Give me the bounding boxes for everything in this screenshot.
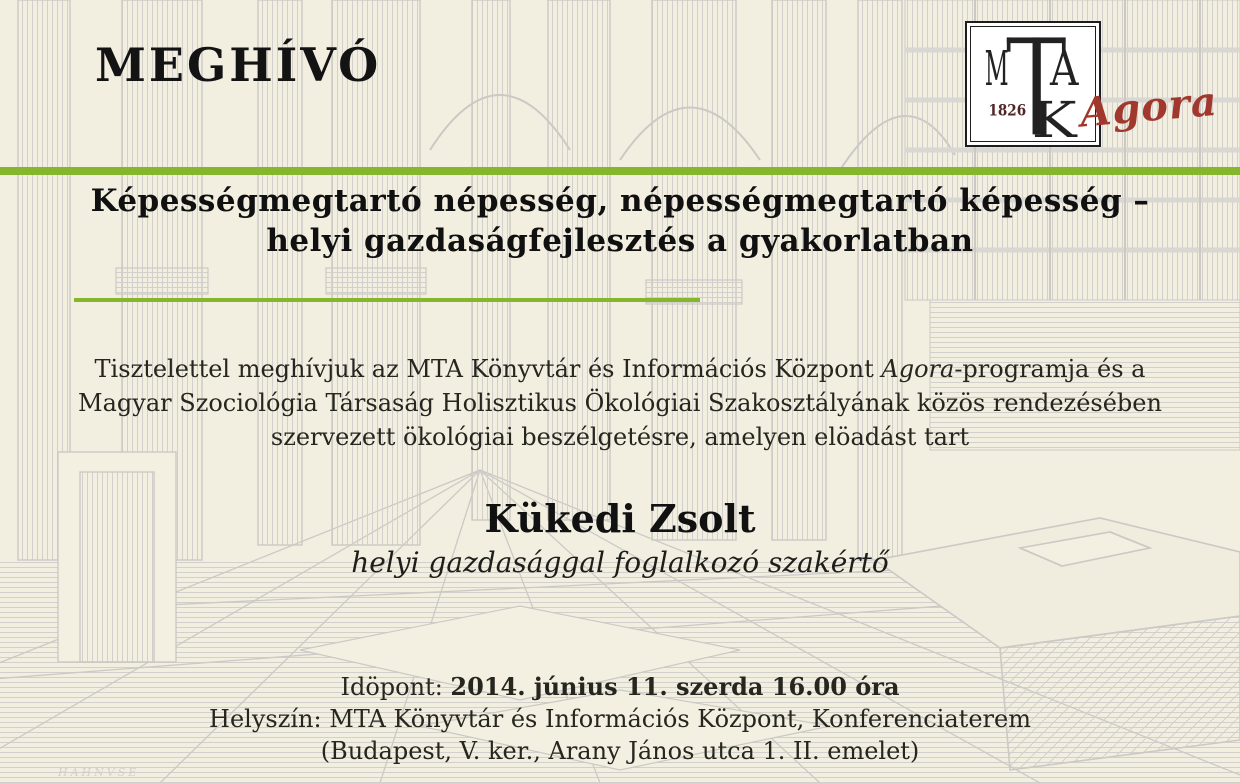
page-title: MEGHÍVÓ [95, 38, 382, 92]
detail-address: (Budapest, V. ker., Arany János utca 1. II. emelet) [320, 737, 920, 765]
logo-letter-a: A [1049, 42, 1080, 98]
event-details [0, 671, 1240, 767]
body-line1-pre: Tisztelettel meghívjuk az MTA Könyvtár és Információs Központ [94, 355, 882, 383]
detail-time [0, 671, 1240, 703]
logo-letter-k: K [1031, 92, 1079, 141]
speaker-name: Kükedi Zsolt [484, 496, 756, 541]
body-line1-post: -programja és a [954, 355, 1146, 383]
engraving-caption: HAHNVSE [58, 766, 140, 779]
mtak-logo-icon [971, 27, 1095, 141]
body-line3: szervezett ökológiai beszélgetésre, amelyen elöadást tart [270, 423, 970, 451]
event-title-line1: Képességmegtartó népesség, népességmegtartó képesség – [90, 183, 1150, 219]
agora-logo-script: Agora [1078, 77, 1220, 137]
detail-time-label: Idöpont: [340, 673, 451, 701]
mtak-logo-frame [970, 26, 1096, 142]
body-line1-agora: Agora [881, 355, 955, 383]
detail-venue: Helyszín: MTA Könyvtár és Információs Központ, Konferenciaterem [209, 705, 1031, 733]
body-line1 [0, 352, 1240, 386]
logo-letter-m: M [984, 42, 1009, 98]
event-title [0, 181, 1240, 261]
detail-time-value: 2014. június 11. szerda 16.00 óra [450, 672, 900, 701]
logo-year: 1826 [988, 100, 1027, 120]
event-title-line2: helyi gazdaságfejlesztés a gyakorlatban [266, 223, 974, 259]
invitation-body [0, 352, 1240, 454]
speaker-role: helyi gazdasággal foglalkozó szakértő [351, 546, 889, 579]
divider-short [74, 298, 700, 302]
body-line2: Magyar Szociológia Társaság Holisztikus Ökológiai Szakosztályának közös rendezésében [78, 389, 1162, 417]
divider-top [0, 167, 1240, 175]
